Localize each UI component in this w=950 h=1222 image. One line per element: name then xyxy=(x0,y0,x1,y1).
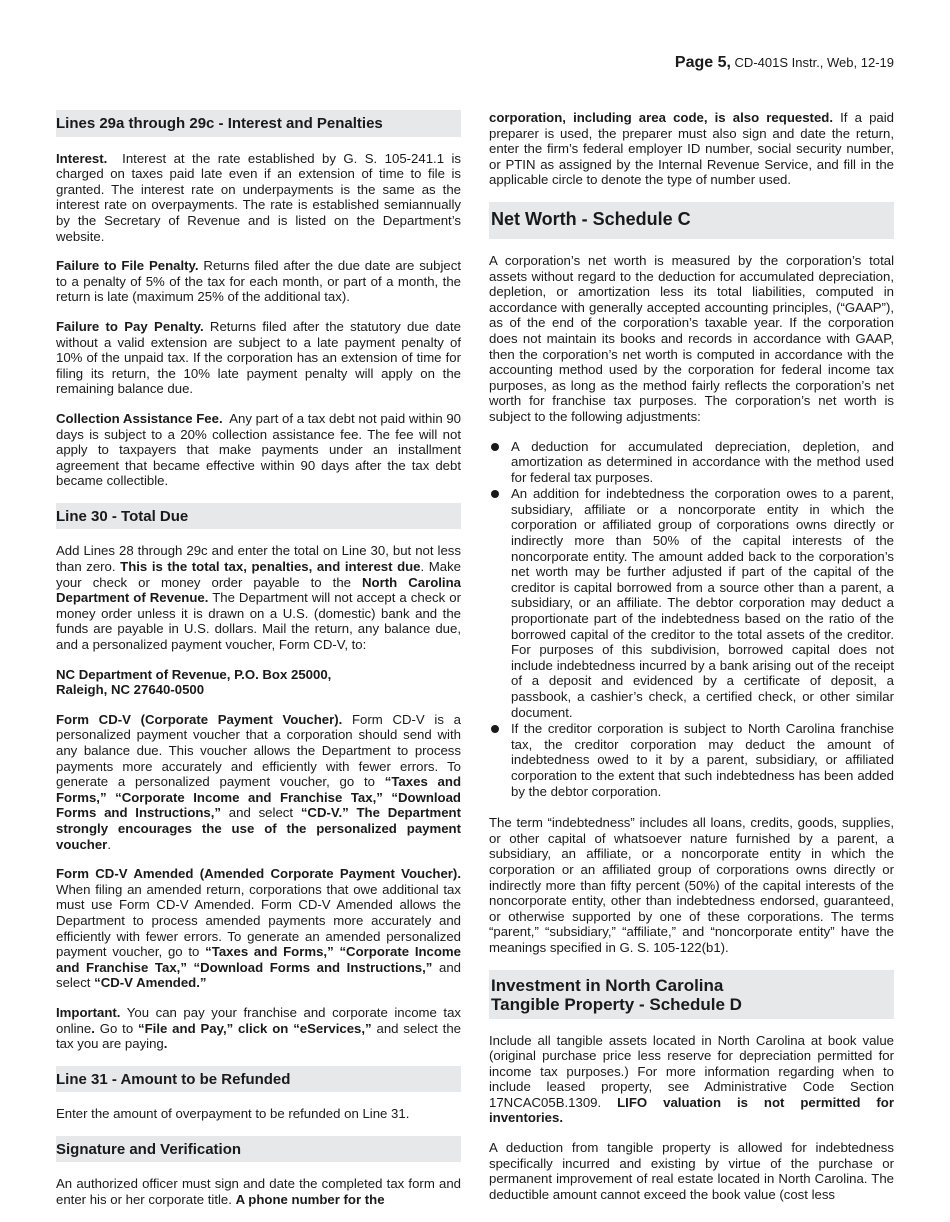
cdv-text-b: “Taxes and Forms,” “Corporate Income and Franchise Tax,” “Download Forms and Instructions,” xyxy=(56,774,462,821)
line30-text-c: . Make your check or money order payable to the xyxy=(56,559,462,590)
form-reference: CD-401S Instr., Web, 12-19 xyxy=(734,55,894,70)
continued-text-a: corporation, including area code, is also requested. xyxy=(489,110,833,125)
cdv-amended-text-b: “Taxes and Forms,” “Corporate Income and Franchise Tax,” “Download Forms and Instructions,” xyxy=(56,944,461,975)
signature-text-a: An authorized officer must sign and date the completed tax form and enter his or her corporate title. xyxy=(56,1176,461,1208)
net-worth-paragraph: A corporation’s net worth is measured by the corporation’s total assets without regard to the deduction for accumulated depreciation, depletion, or amortization less its total liabilities, computed in accordance with generally accepted accounting principles, (“GAAP”), as of the end of the corporation’s taxable year. If the corporation does not maintain its books and records in accordance with GAAP, then the corporation’s net worth is computed in accordance with the accounting method used by the corporation for federal income tax purposes, as long as the method fairly reflects the corporation’s net worth for franchise tax purposes. The corporation’s net worth is subject to the following adjustments: xyxy=(489,252,894,424)
investment-heading-line-1: Investment in North Carolina xyxy=(491,975,724,995)
interest-lead: Interest. xyxy=(56,150,108,166)
important-text-c: Go to xyxy=(94,1020,139,1036)
cdv-amended-text-c: and select xyxy=(56,959,461,991)
important-text-f: . xyxy=(163,1036,168,1052)
collection-fee-lead: Collection Assistance Fee. xyxy=(56,410,223,426)
line31-paragraph: Enter the amount of overpayment to be refunded on Line 31. xyxy=(56,1106,410,1122)
cdv-amended-lead: Form CD-V Amended (Amended Corporate Payment Voucher). xyxy=(56,866,461,882)
page-header xyxy=(675,54,894,72)
interest-paragraph xyxy=(56,151,461,245)
section-heading-total-due: Line 30 - Total Due xyxy=(56,503,461,530)
cdv-amended-text-d: “CD-V Amended.” xyxy=(94,975,207,991)
investment-heading-line-2: Tangible Property - Schedule D xyxy=(491,994,742,1014)
cdv-amended-paragraph xyxy=(56,866,461,991)
address-line-1: NC Department of Revenue, P.O. Box 25000, xyxy=(56,666,332,682)
important-text-a: You can pay your franchise and corporate income tax online xyxy=(56,1004,461,1036)
deduction-paragraph: A deduction from tangible property is allowed for indebtedness specifically incurred and existing by virtue of the purchase or permanent improvement of real estate located in North Carolina. The deductible amount cannot exceed the book value (cost less xyxy=(489,1140,894,1202)
important-text-e: and select the tax you are paying xyxy=(56,1020,461,1052)
section-heading-signature: Signature and Verification xyxy=(56,1136,461,1163)
investment-text-a: Include all tangible assets located in North Carolina at book value (original purchase price less reserve for depreciation permitted for income tax purposes.) For more information regarding when to include leased property, see Administrative Code Section 17NCAC05B.1309. xyxy=(489,1032,894,1110)
interest-text: Interest at the rate established by G. S. 105-241.1 is charged on taxes paid late even if an extension of time to file is granted. The interest rate on underpayments is the same as the interest rate on overpayments. The rate is established semiannually by the Secretary of Revenue and is listed on the Department’s website. xyxy=(56,150,461,244)
cdv-text-c: and select xyxy=(221,805,301,821)
important-text-b: . xyxy=(91,1020,95,1036)
cdv-amended-text-a: When filing an amended return, corporations that owe additional tax must use Form CD-V Amended. Form CD-V Amended allows the Department to process amended payments more accurately and efficiently with fewer errors. To generate an amended personalized payment voucher, go to xyxy=(56,881,461,960)
section-heading-investment xyxy=(489,970,894,1019)
important-paragraph xyxy=(56,1005,461,1052)
important-text-d: “File and Pay,” click on “eServices,” xyxy=(138,1020,372,1036)
failure-to-pay-lead: Failure to Pay Penalty. xyxy=(56,318,204,334)
indebtedness-paragraph: The term “indebtedness” includes all loans, credits, goods, supplies, or other capital of whatsoever nature furnished by a parent, a subsidiary, an affiliate, or a noncorporate entity in which the corporation or an affiliated group of corporations owns directly or indirectly more than fifty percent (50%) of the capital interests of the noncorporate entity, other than indebtedness endorsed, guaranteed, or otherwise supported by one of these corporations. The terms “parent,” “subsidiary,” “affiliate,” and “noncorporate entity” have the meanings specified in G. S. 105-122(b1). xyxy=(489,815,894,955)
continued-paragraph xyxy=(489,110,894,188)
section-heading-interest-penalties: Lines 29a through 29c - Interest and Penalties xyxy=(56,110,461,137)
signature-text-b: A phone number for the xyxy=(235,1192,385,1208)
line30-text-b: This is the total tax, penalties, and interest due xyxy=(120,559,421,575)
cdv-paragraph xyxy=(56,712,461,852)
investment-paragraph xyxy=(489,1033,894,1127)
list-item: An addition for indebtedness the corporation owes to a parent, subsidiary, affiliate or a noncorporate entity in which the corporation or affiliated group of corporations owns directly or indirectly more than 50% of the capital interests of the noncorporate entity. The amount added back to the corporation’s net worth may be further adjusted if part of the capital of the creditor is capital borrowed from a source other than a parent, a subsidiary, or an affiliate. The debtor corporation may deduct a proportionate part of the indebtedness based on the ratio of the borrowed capital of the creditor to the total assets of the creditor. For purposes of this subdivision, borrowed capital does not include indebtedness incurred by a bank arising out of the receipt of a deposit and evidenced by a certificate of deposit, a passbook, a cashier’s check, a certified check, or other similar document. xyxy=(489,486,894,720)
failure-to-file-text: Returns filed after the due date are subject to a penalty of 5% of the tax for each month, or part of a month, the return is late (maximum 25% of the additional tax). xyxy=(56,258,461,305)
collection-fee-text: Any part of a tax debt not paid within 90 days is subject to a 20% collection assistance fee. The fee will not apply to taxpayers that make payments under an installment agreement that became effective within 90 days after the tax debt became collectible. xyxy=(56,410,461,489)
page-number: Page 5, xyxy=(674,54,731,71)
left-column xyxy=(56,110,461,1222)
cdv-lead: Form CD-V (Corporate Payment Voucher). xyxy=(56,711,343,727)
line30-text-e: The Department will not accept a check or money order unless it is drawn on a U.S. (domestic) bank and the funds are payable in U.S. dollars. Mail the return, any balance due, and a personalized payment voucher, Form CD-V, to: xyxy=(56,590,461,653)
section-heading-net-worth: Net Worth - Schedule C xyxy=(489,202,894,239)
right-column xyxy=(489,110,894,1216)
list-item: If the creditor corporation is subject to North Carolina franchise tax, the creditor corporation may deduct the amount of indebtedness owed to it by a parent, subsidiary, or affiliated corporation to the extent that such indebtedness has been added by the debtor corporation. xyxy=(489,721,894,799)
section-heading-refund: Line 31 - Amount to be Refunded xyxy=(56,1066,461,1093)
list-item: A deduction for accumulated depreciation, depletion, and amortization as determined in accordance with the method used for federal tax purposes. xyxy=(489,439,894,486)
failure-to-file-lead: Failure to File Penalty. xyxy=(56,258,199,274)
failure-to-pay-text: Returns filed after the statutory due date without a valid extension are subject to a late payment penalty of 10% of the unpaid tax. If the corporation has an extension of time for filing its return, the 10% late payment penalty will apply on the remaining balance due. xyxy=(56,318,461,397)
line30-paragraph xyxy=(56,543,461,652)
important-lead: Important. xyxy=(56,1004,121,1020)
adjustments-list xyxy=(489,439,894,800)
line30-text-a: Add Lines 28 through 29c and enter the total on Line 30, but not less than zero. xyxy=(56,543,461,575)
address-line-2: Raleigh, NC 27640-0500 xyxy=(56,682,205,698)
mailing-address xyxy=(56,667,461,698)
failure-to-file-paragraph xyxy=(56,258,461,305)
cdv-text-e: . xyxy=(107,836,111,852)
signature-paragraph xyxy=(56,1176,461,1207)
collection-fee-paragraph xyxy=(56,411,461,489)
cdv-text-d: “CD-V.” The Department strongly encourages the use of the personalized payment voucher xyxy=(56,805,461,852)
cdv-text-a: Form CD-V is a personalized payment voucher that a corporation should send with any balance due. This voucher allows the Department to process payments more accurately and efficiently with fewer errors. To generate a personalized payment voucher, go to xyxy=(56,711,461,790)
continued-text-b: If a paid preparer is used, the preparer must also sign and date the return, enter the firm’s federal employer ID number, social security number, or PTIN as assigned by the Internal Revenue Service, and fill in the applicable circle to denote the type of number used. xyxy=(489,110,894,188)
failure-to-pay-paragraph xyxy=(56,319,461,397)
line30-text-d: North Carolina Department of Revenue. xyxy=(56,574,461,606)
investment-text-b: LIFO valuation is not permitted for inventories. xyxy=(489,1094,894,1126)
